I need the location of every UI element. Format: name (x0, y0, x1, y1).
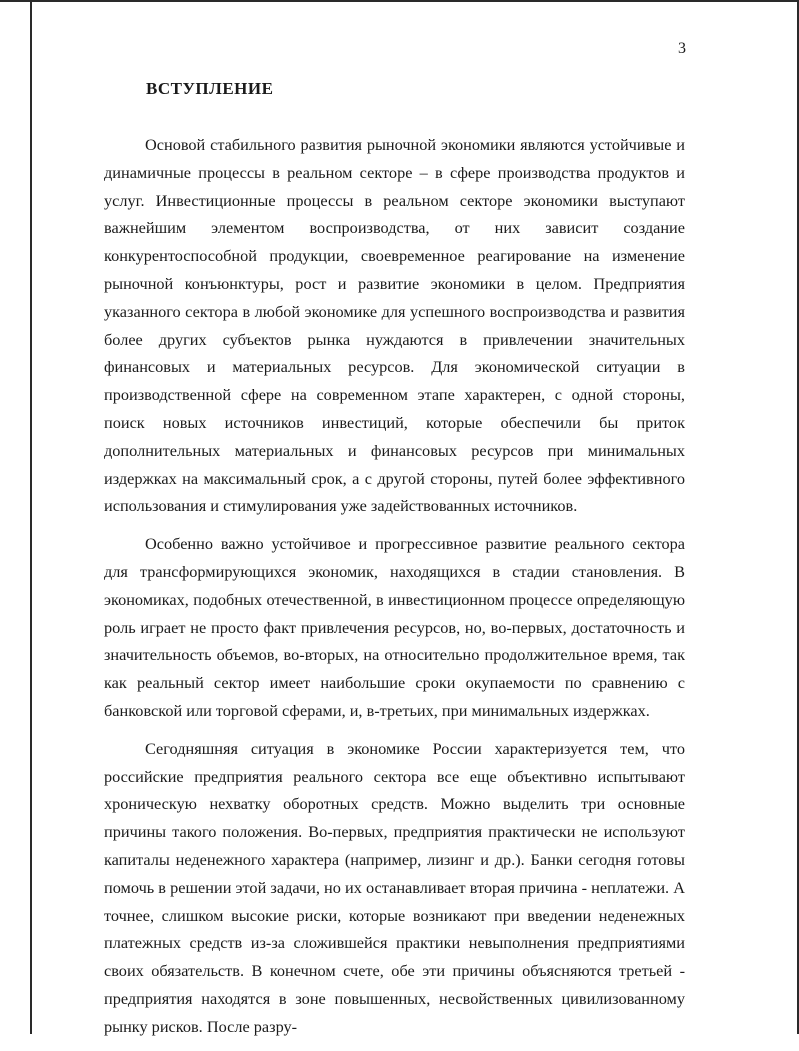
page-number: 3 (678, 40, 686, 57)
paragraph-3: Сегодняшняя ситуация в экономике России характеризуется тем, что российские предприятия реального сектора все еще объективно испытывают хроническую нехватку оборотных средств. Можно выделить три основные причины такого положения. Во-первых, предприятия практически не используют капиталы неденежного характера (например, лизинг и др.). Банки сегодня готовы помочь в решении этой задачи, но их останавливает вторая причина - неплатежи. А точнее, слишком высокие риски, которые возникают при введении неденежных платежных средств из-за сложившейся практики невыполнения предприятиями своих обязательств. В конечном счете, обе эти причины объясняются третьей - предприятия находятся в зоне повышенных, несвойственных цивилизованному рынку рисков. После разру- (104, 738, 685, 1036)
paragraph-1: Основой стабильного развития рыночной экономики являются устойчивые и динамичные процессы в реальном секторе – в сфере производства продуктов и услуг. Инвестиционные процессы в реальном секторе экономики выступают важнейшим элементом воспроизводства, от них зависит создание конкурентоспособной продукции, своевременное реагирование на изменение рыночной конъюнктуры, рост и развитие экономики в целом. Предприятия указанного сектора в любой экономике для успешного воспроизводства и развития более других субъектов рынка нуждаются в привлечении значительных финансовых и материальных ресурсов. Для экономической ситуации в производственной сфере на современном этапе характерен, с одной стороны, поиск новых источников инвестиций, которые обеспечили бы приток дополнительных материальных и финансовых ресурсов при минимальных издержках на максимальный срок, а с другой стороны, путей более эффективного использования и стимулирования уже задействованных источников. (104, 135, 685, 516)
scan-edge-left (30, 0, 32, 1034)
scan-edge-top (0, 0, 799, 2)
section-heading: ВСТУПЛЕНИЕ (146, 79, 274, 98)
body-text (104, 131, 685, 1051)
paragraph-2: Особенно важно устойчивое и прогрессивное развитие реального сектора для трансформирующихся экономик, находящихся в стадии становления. В экономиках, подобных отечественной, в инвестиционном процессе определяющую роль играет не просто факт привлечения ресурсов, но, во-первых, достаточность и значительность объемов, во-вторых, на относительно продолжительное время, так как реальный сектор имеет наибольшие сроки окупаемости по сравнению с банковской или торговой сферами, и, в-третьих, при минимальных издержках. (104, 534, 685, 720)
